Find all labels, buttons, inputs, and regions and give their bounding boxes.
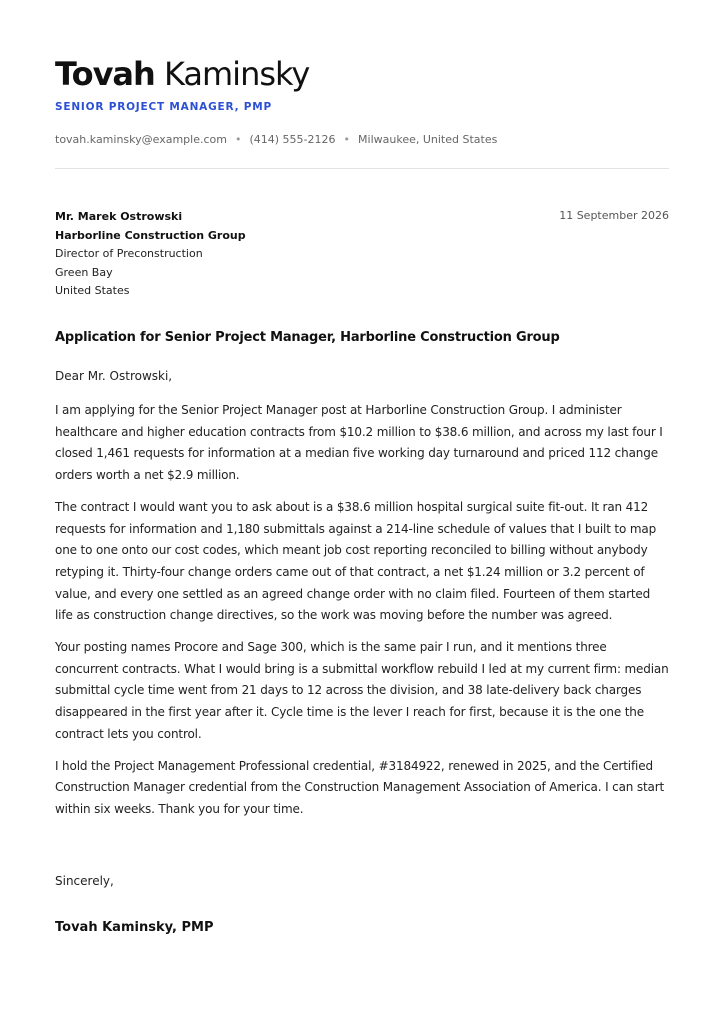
contact-separator: • <box>234 133 242 146</box>
signature: Tovah Kaminsky, PMP <box>55 920 214 935</box>
letter-subject: Application for Senior Project Manager, Harborline Construction Group <box>55 330 560 345</box>
contact-separator: • <box>343 133 351 146</box>
recipient-title: Director of Preconstruction <box>55 247 203 260</box>
recipient-city: Green Bay <box>55 265 113 279</box>
body-paragraph: Your posting names Procore and Sage 300, which is the same pair I run, and it mentions three concurrent contracts. What I would bring is a submittal workflow rebuild I led at my current firm: median submittal cycle time went from 21 days to 12 across the division, and 38 late-delivery back charges disappeared in the first year after it. Cycle time is the lever I reach for first, because it is the one the contract lets you control. <box>55 640 669 741</box>
body-paragraph: I am applying for the Senior Project Manager post at Harborline Construction Group. I administer healthcare and higher education contracts from $10.2 million to $38.6 million, and across my last four I closed 1,461 requests for information at a median five working day turnaround and priced 112 change orders worth a net $2.9 million. <box>55 403 663 483</box>
applicant-last-name: Kaminsky <box>163 55 310 93</box>
recipient-country: United States <box>55 284 130 297</box>
recipient-company: Harborline Construction Group <box>55 228 246 242</box>
salutation: Dear Mr. Ostrowski, <box>55 369 173 383</box>
applicant-first-name: Tovah <box>55 55 155 93</box>
contact-location: Milwaukee, United States <box>358 133 498 146</box>
body-paragraph: The contract I would want you to ask about is a $38.6 million hospital surgical suite fit-out. It ran 412 requests for information and 1,180 submittals against a 214-line schedule of values that I built to map one to one onto our cost codes, which meant job cost reporting reconciled to billing without anybody retyping it. Thirty-four change orders came out of that contract, a net $1.24 million or 3.2 percent of value, and every one settled as an agreed change order with no claim filed. Fourteen of them started life as construction change directives, so the work was moving before the number was agreed. <box>55 499 657 623</box>
body-paragraph: I hold the Project Management Professional credential, #3184922, renewed in 2025, and the Certified Construction Manager credential from the Construction Management Association of America. I can start within six weeks. Thank you for your time. <box>55 758 665 816</box>
applicant-name <box>55 54 309 94</box>
recipient-name: Mr. Marek Ostrowski <box>55 210 183 223</box>
contact-line <box>55 133 497 146</box>
letter-date: 11 September 2026 <box>559 209 669 222</box>
letter-body <box>55 400 671 831</box>
closing: Sincerely, <box>55 874 114 888</box>
contact-email: tovah.kaminsky@example.com <box>55 133 227 146</box>
contact-phone: (414) 555-2126 <box>249 133 336 146</box>
recipient-block <box>55 208 246 301</box>
applicant-role: SENIOR PROJECT MANAGER, PMP <box>55 101 273 113</box>
header-divider <box>55 168 669 169</box>
